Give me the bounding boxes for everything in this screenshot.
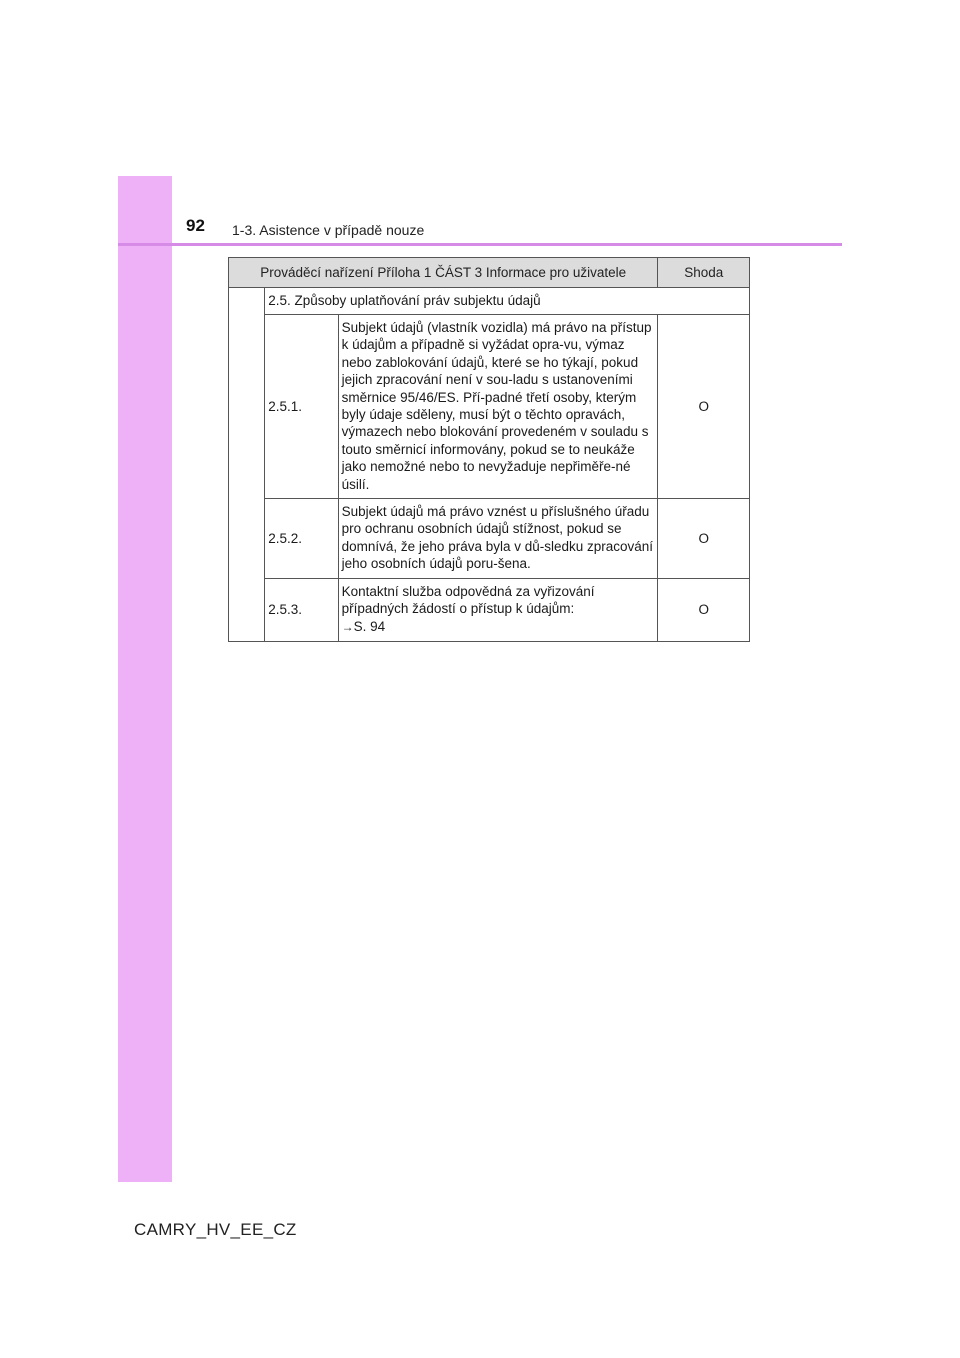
section-title: 1-3. Asistence v případě nouze bbox=[232, 222, 425, 238]
chapter-side-tab bbox=[118, 176, 172, 1182]
row-text: Subjekt údajů (vlastník vozidla) má právo na přístup k údajům a případně si vyžádat opra-vu, výmaz nebo zablokování údajů, které se ho týkají, pokud jejich zpracování není v sou-ladu s ustanoveními směrnice 95/46/ES. Pří-padné třetí osoby, kterým byly údaje sděleny, musí být o těchto opravách, výmazech nebo blokování provedeném v souladu s touto směrnicí informovány, pokud se to neukáže jako nemožné nebo to nevyžaduje nepřiměře-né úsilí. bbox=[338, 315, 658, 499]
row-compliance-value: O bbox=[658, 578, 750, 641]
row-text-cell bbox=[338, 578, 658, 641]
row-number: 2.5.3. bbox=[265, 578, 338, 641]
table-row bbox=[229, 499, 750, 579]
table-subheading-row bbox=[229, 288, 750, 315]
table-header-row bbox=[229, 258, 750, 288]
header-divider bbox=[118, 243, 842, 246]
indent-cell bbox=[229, 288, 265, 642]
page-number: 92 bbox=[186, 216, 205, 235]
row-text: Kontaktní služba odpovědná za vyřizování případných žádostí o přístup k údajům: bbox=[341, 583, 595, 617]
row-compliance-value: O bbox=[658, 499, 750, 579]
row-number: 2.5.1. bbox=[265, 315, 338, 499]
row-number: 2.5.2. bbox=[265, 499, 338, 579]
compliance-table bbox=[228, 257, 750, 642]
row-text: Subjekt údajů má právo vznést u příslušného úřadu pro ochranu osobních údajů stížnost, pokud se domnívá, že jeho práva byla v dů-sledku zpracování jeho osobních údajů poru-šena. bbox=[338, 499, 658, 579]
subheading-cell: 2.5. Způsoby uplatňování práv subjektu údajů bbox=[265, 288, 750, 315]
row-compliance-value: O bbox=[658, 315, 750, 499]
document-code: CAMRY_HV_EE_CZ bbox=[134, 1220, 297, 1239]
table-row bbox=[229, 315, 750, 499]
column-header-regulation: Prováděcí nařízení Příloha 1 ČÁST 3 Informace pro uživatele bbox=[229, 258, 658, 288]
page-reference bbox=[342, 618, 654, 636]
page-reference-link[interactable]: S. 94 bbox=[353, 618, 386, 634]
arrow-right-icon: → bbox=[341, 619, 354, 634]
column-header-compliance: Shoda bbox=[658, 258, 750, 288]
table-row bbox=[229, 578, 750, 641]
